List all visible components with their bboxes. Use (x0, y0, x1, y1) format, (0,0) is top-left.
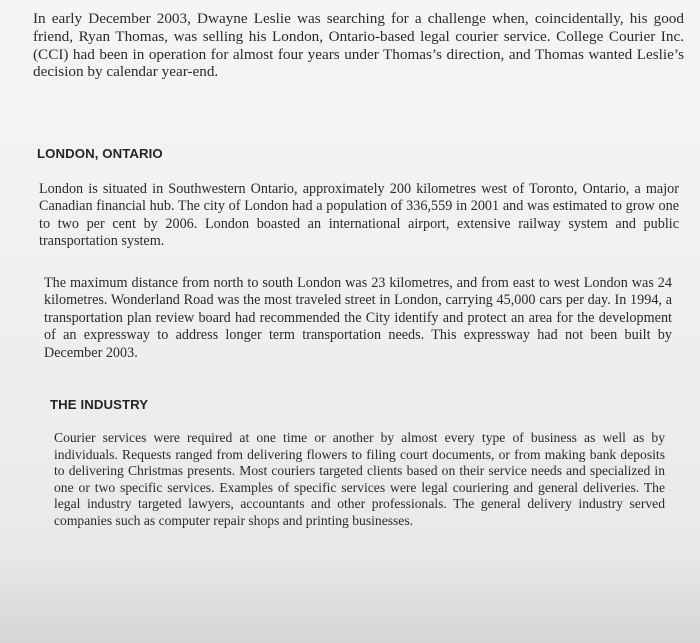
section-heading-the-industry: THE INDUSTRY (50, 397, 149, 412)
london-paragraph-2: The maximum distance from north to south London was 23 kilometres, and from east to west London was 24 kilometres. Wonderland Road was the most traveled street in London, carrying 45,000 cars per day. In 1994, a transportation plan review board had recommended the City identify and protect an area for the development of an expressway to address longer term transportation needs. This expressway had not been built by December 2003. (44, 275, 672, 361)
intro-paragraph: In early December 2003, Dwayne Leslie was searching for a challenge when, coincidentally, his good friend, Ryan Thomas, was selling his London, Ontario-based legal courier service. College Courier Inc. (CCI) had been in operation for almost four years under Thomas’s direction, and Thomas wanted Leslie’s decision by calendar year-end. (33, 10, 684, 81)
section-heading-london-ontario: LONDON, ONTARIO (37, 146, 163, 161)
industry-paragraph: Courier services were required at one time or another by almost every type of business as well as by individuals. Requests ranged from delivering flowers to filing court documents, or from making bank deposits to delivering Christmas presents. Most couriers targeted clients based on their service needs and specialized in one or two specific services. Examples of specific services were legal couriering and general deliveries. The legal industry targeted lawyers, accountants and other professionals. The general delivery industry served companies such as computer repair shops and printing businesses. (54, 430, 665, 528)
london-paragraph-1: London is situated in Southwestern Ontario, approximately 200 kilometres west of Toronto, Ontario, a major Canadian financial hub. The city of London had a population of 336,559 in 2001 and was estimated to grow one to two per cent by 2006. London boasted an international airport, extensive railway system and public transportation system. (39, 181, 679, 250)
page-shadow (0, 560, 700, 643)
